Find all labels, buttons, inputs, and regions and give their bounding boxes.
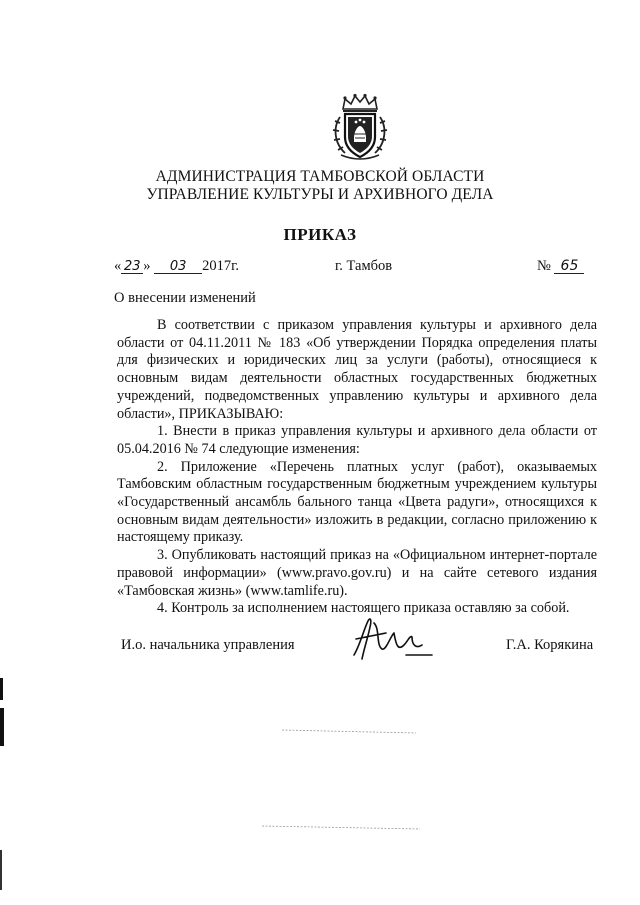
order-item-2: 2. Приложение «Перечень платных услуг (работ), оказываемых Тамбовским областным государственным бюджетным учреждением культуры «Государственный ансамбль бального танца «Цвета радуги», относящихся к основным видам деятельности» изложить в редакции, согласно приложению к настоящему приказу. bbox=[117, 458, 597, 546]
order-item-1: 1. Внести в приказ управления культуры и архивного дела области от 05.04.2016 № 74 следующие изменения: bbox=[117, 423, 597, 457]
date-open-quote: « bbox=[114, 258, 122, 274]
date-year: 2017г. bbox=[202, 258, 240, 274]
document-subject: О внесении изменений bbox=[114, 290, 256, 306]
date-day: 23 bbox=[121, 260, 143, 274]
order-item-4: 4. Контроль за исполнением настоящего приказа оставляю за собой. bbox=[157, 600, 570, 617]
preamble-paragraph: В соответствии с приказом управления культуры и архивного дела области от 04.11.2011 № 183 «Об утверждении Порядка определения платы для физических и юридических лиц за услуги (работы), относящиеся к основным видам деятельности областных государственных бюджетных учреждений, подведомственных управлению культуры и архивного дела области», ПРИКАЗЫВАЮ: bbox=[117, 317, 597, 422]
organization-line-1: АДМИНИСТРАЦИЯ ТАМБОВСКОЙ ОБЛАСТИ bbox=[155, 168, 485, 185]
document-title: ПРИКАЗ bbox=[283, 225, 357, 244]
number-label: № bbox=[537, 258, 551, 274]
order-item-3: 3. Опубликовать настоящий приказ на «Официальном интернет-портале правовой информации» (www.pravo.gov.ru) и на сайте сетевого издания «Тамбовская жизнь» (www.tamlife.ru). bbox=[117, 547, 597, 599]
number-value: 65 bbox=[554, 260, 584, 274]
organization-line-2: УПРАВЛЕНИЕ КУЛЬТУРЫ И АРХИВНОГО ДЕЛА bbox=[146, 186, 494, 203]
signatory-position: И.о. начальника управления bbox=[121, 637, 295, 653]
date-month: 03 bbox=[154, 260, 202, 274]
signatory-name: Г.А. Корякина bbox=[506, 637, 594, 653]
date-mid: » bbox=[143, 258, 151, 274]
document-city: г. Тамбов bbox=[335, 258, 393, 274]
